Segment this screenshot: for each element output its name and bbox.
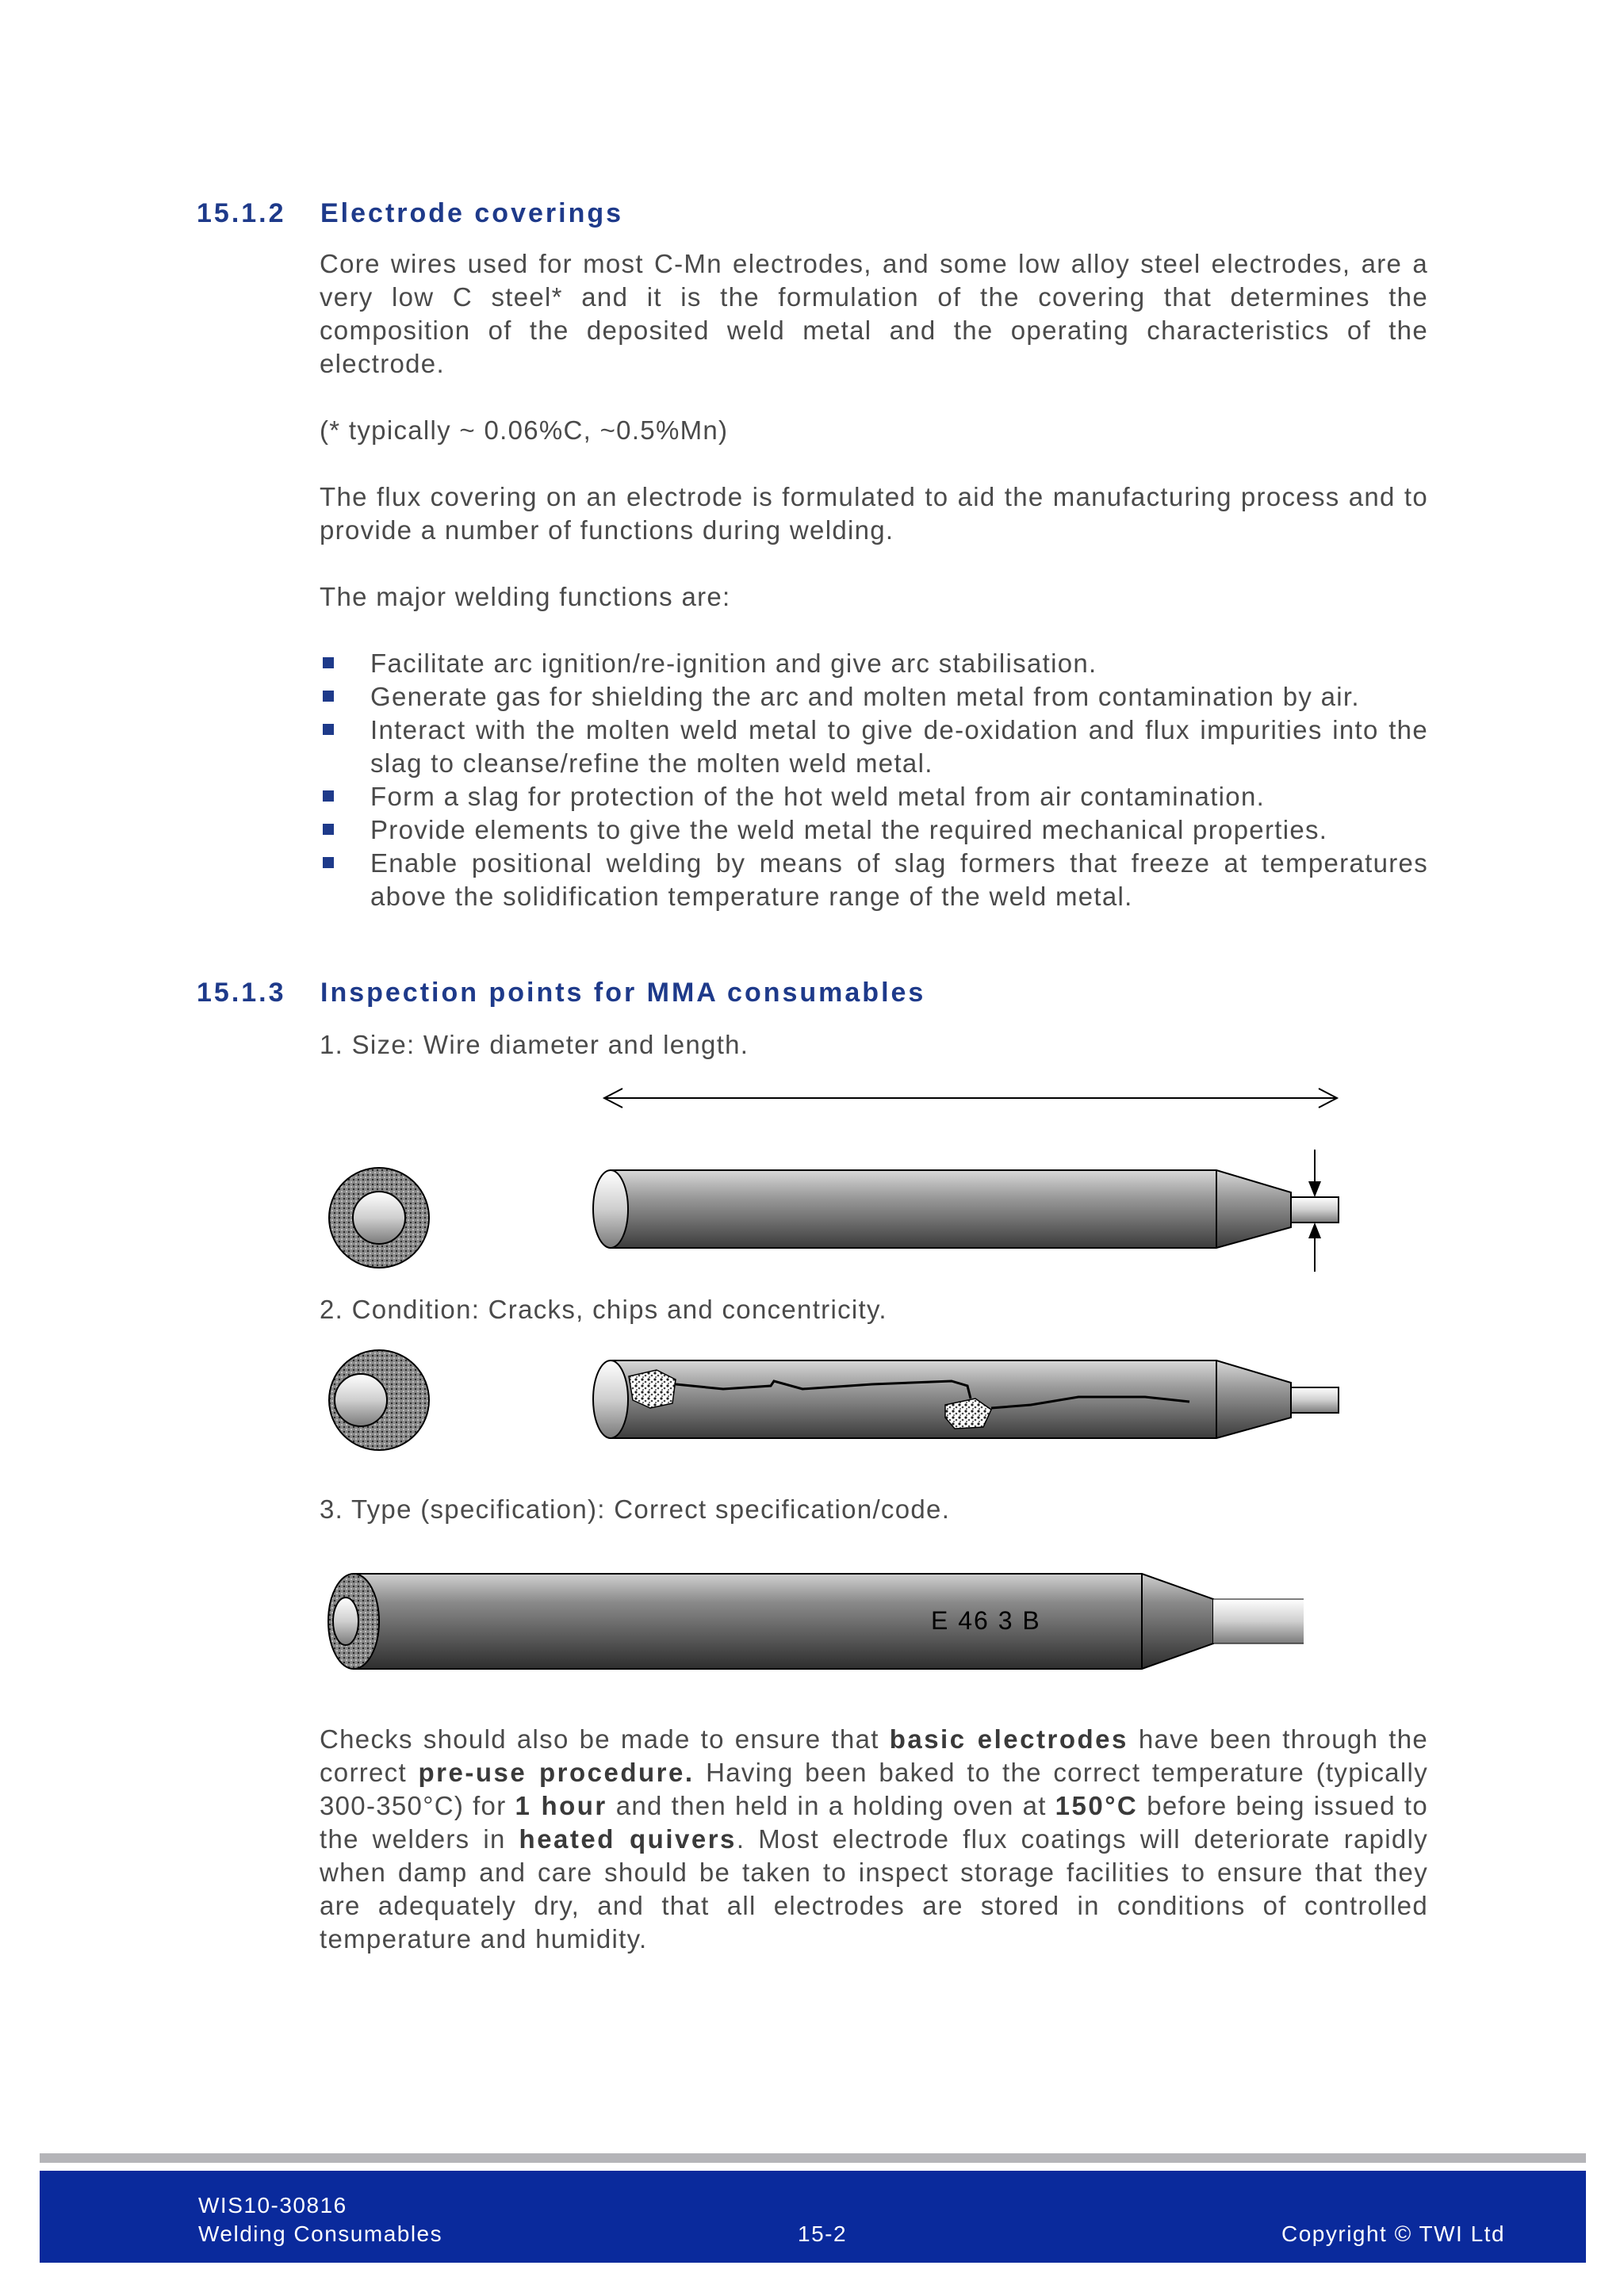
section-heading-15-1-2 <box>197 198 623 229</box>
paragraph-flux-covering: The flux covering on an electrode is formulated to aid the manufacturing process and to provide a number of functions during welding. <box>320 482 1428 545</box>
section-number: 15.1.2 <box>197 198 286 228</box>
list-item: Provide elements to give the weld metal the required mechanical properties. <box>320 813 1428 847</box>
section-title: Inspection points for MMA consumables <box>320 978 926 1008</box>
section-number: 15.1.3 <box>197 978 286 1008</box>
inspection-point-type: 3. Type (specification): Correct specification/code. <box>320 1494 951 1524</box>
list-item: Facilitate arc ignition/re-ignition and give arc stabilisation. <box>320 647 1428 680</box>
electrode-side-view-icon <box>593 1150 1339 1272</box>
paragraph-major-functions: The major welding functions are: <box>320 582 731 611</box>
section-title: Electrode coverings <box>320 198 624 228</box>
list-item: Form a slag for protection of the hot weld metal from air contamination. <box>320 780 1428 813</box>
paragraph-storage-checks: Checks should also be made to ensure that basic electrodes have been through the correct pre-use procedure. Having been baked to the correct temperature (typically 300-350°C) for 1 hour and then held in a holding oven at 150°C before being issued to the welders in heated quivers. Most electrode flux coatings will deteriorate rapidly when damp and care should be taken to inspect storage facilities to ensure that they are adequately dry, and that all electrodes are stored in conditions of controlled temperature and humidity. <box>320 1724 1429 1954</box>
list-item: Enable positional welding by means of slag formers that freeze at temperatures above the solidification temperature range of the weld metal. <box>320 847 1428 913</box>
square-bullet-icon <box>323 790 334 802</box>
functions-list <box>320 647 1428 913</box>
inspection-point-size: 1. Size: Wire diameter and length. <box>320 1030 749 1059</box>
electrode-code-label: E 46 3 B <box>931 1606 1041 1635</box>
section-heading-15-1-3 <box>197 978 925 1008</box>
paragraph-note: (* typically ~ 0.06%C, ~0.5%Mn) <box>320 415 729 445</box>
figure-electrode-size <box>0 1078 1624 1284</box>
bold-pre-use-procedure: pre-use procedure. <box>418 1758 695 1787</box>
paragraph-core-wires: Core wires used for most C-Mn electrodes, and some low alloy steel electrodes, are a very low C steel* and it is the formulation of the covering that determines the composition of the deposited weld metal and the operating characteristics of the electrode. <box>320 249 1428 378</box>
bold-1-hour: 1 hour <box>515 1791 607 1820</box>
footer-copyright: Copyright © TWI Ltd <box>1281 2221 1506 2246</box>
eccentric-cross-section-icon <box>329 1350 429 1450</box>
square-bullet-icon <box>323 724 334 735</box>
figure-electrode-condition <box>0 1340 1624 1451</box>
coded-electrode-icon <box>328 1574 1304 1669</box>
bold-basic-electrodes: basic electrodes <box>889 1724 1128 1754</box>
page-footer <box>40 2171 1586 2263</box>
square-bullet-icon <box>323 691 334 702</box>
list-item: Interact with the molten weld metal to give de-oxidation and flux impurities into the slag to cleanse/refine the molten weld metal. <box>320 714 1428 780</box>
footer-doc-title: Welding Consumables <box>198 2221 443 2246</box>
square-bullet-icon <box>323 657 334 668</box>
electrode-cross-section-icon <box>329 1168 429 1268</box>
figure-electrode-type <box>0 1566 1624 1677</box>
square-bullet-icon <box>323 824 334 835</box>
footer-divider <box>40 2153 1586 2163</box>
footer-page-number: 15-2 <box>798 2221 848 2246</box>
length-arrow-icon <box>604 1089 1337 1108</box>
bold-150c: 150°C <box>1055 1791 1139 1820</box>
square-bullet-icon <box>323 857 334 868</box>
footer-doc-code: WIS10-30816 <box>198 2193 347 2218</box>
bold-heated-quivers: heated quivers <box>519 1824 737 1854</box>
inspection-point-condition: 2. Condition: Cracks, chips and concentricity. <box>320 1295 887 1324</box>
list-item: Generate gas for shielding the arc and molten metal from contamination by air. <box>320 680 1428 714</box>
cracked-electrode-icon <box>593 1360 1339 1438</box>
